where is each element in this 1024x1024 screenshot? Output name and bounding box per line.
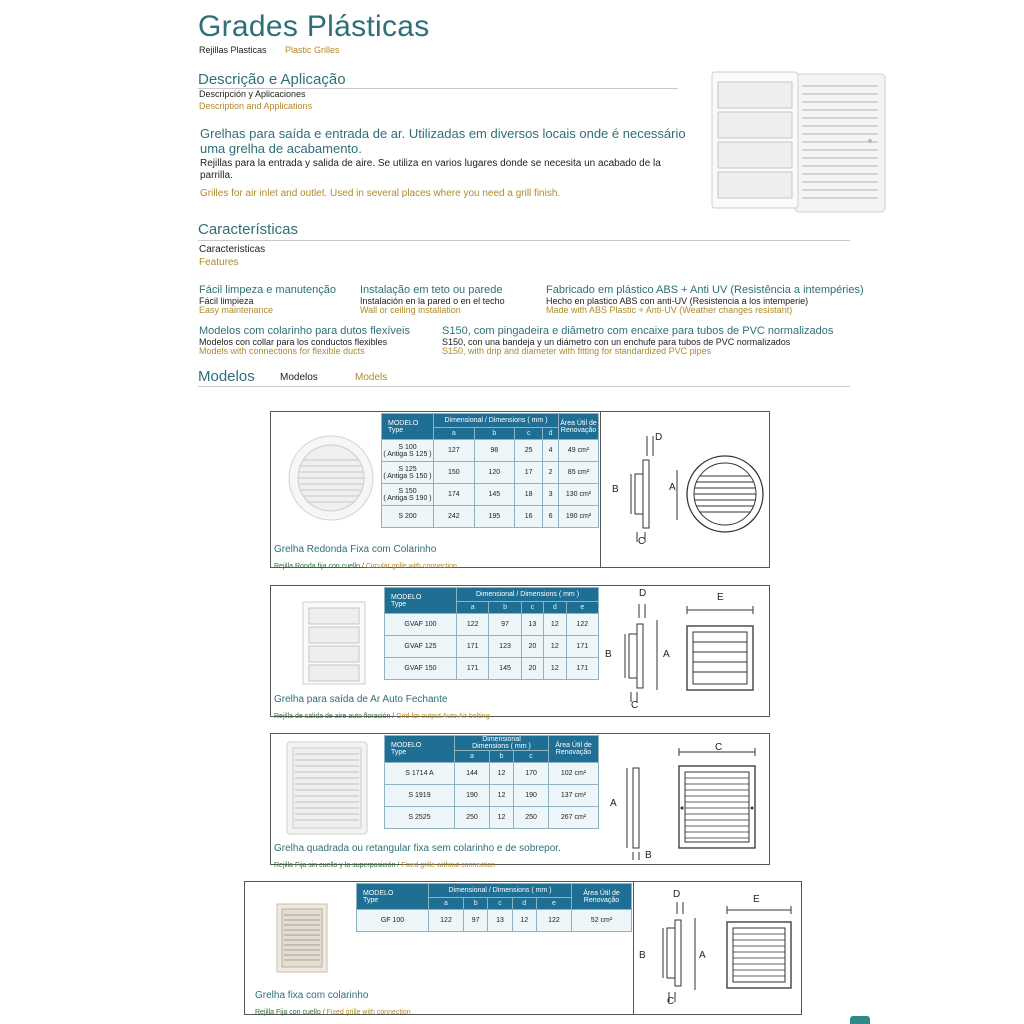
cell-area: 267 cm² [549,807,599,829]
cell-a: 171 [457,658,489,680]
cell-c: 20 [521,636,543,658]
diagram-label-d: D [673,889,681,900]
square-grille-photo [285,740,369,836]
cell-b: 12 [489,807,513,829]
table-row [385,658,599,680]
cell-c: 17 [515,462,543,484]
feature-pt: Instalação em teto ou parede [360,284,503,296]
cell-area: 102 cm² [549,763,599,785]
cell-e: 122 [536,910,571,932]
feature-es: Hecho en plastico ABS con anti-UV (Resistencia a los intemperie) [546,295,809,306]
product-panel-round-grille [270,411,770,568]
cell-d: 4 [543,440,559,462]
table-row [382,462,599,484]
cell-d: 12 [544,614,566,636]
feature-pt: Modelos com colarinho para dutos flexíveis [199,325,410,337]
col-modelo: MODELO [391,742,422,749]
features-rule [198,240,850,241]
col-area: Área Útil de Renovação [549,736,599,763]
col-e: e [566,602,598,614]
col-d: d [543,428,559,440]
cell-b: 12 [489,785,513,807]
caption-es: Rejilla Ronda fija con cuello [274,562,360,570]
panel-divider [600,412,601,568]
features-heading: Características [198,221,299,238]
diagram-label-b: B [645,850,652,861]
auto-closing-grille-caption [274,695,490,722]
feature-en: S150, with drip and diameter with fitting for standardized PVC pipes [442,345,712,356]
caption-separator: / [395,861,402,869]
caption-es: Rejilla de salida de aire auto floración [274,712,391,720]
diagram-label-e: E [717,592,724,603]
caption-en: Fixed grille without connection [401,861,496,869]
cell-c: 16 [515,506,543,528]
feature-item-installation [360,285,505,315]
caption-en: Fixed grille with connection [326,1008,411,1016]
square-grille-diagram [605,738,765,862]
cell-b: 97 [489,614,521,636]
feature-es: Modelos con collar para los conductos flexibles [199,336,388,347]
cell-old-model: ( Antiga S 150 ) [383,472,432,480]
diagram-label-a: A [699,950,706,961]
feature-en: Models with connections for flexible ducts [199,345,365,356]
diagram-label-a: A [610,798,617,809]
cell-b: 120 [474,462,515,484]
feature-es: Fácil limpieza [199,295,254,306]
cell-e: 122 [566,614,598,636]
cell-area: 49 cm² [559,440,599,462]
cell-model: S 2525 [385,807,455,829]
cell-area: 137 cm² [549,785,599,807]
table-row [385,636,599,658]
feature-es: Instalación en la pared o en el techo [360,295,505,306]
cell-a: 190 [455,785,490,807]
cell-model: S 125 [398,465,417,473]
page-subtitle-es: Rejillas Plasticas [199,45,267,55]
round-grille-caption [274,545,457,572]
col-dimensions-line2: Dimensions ( mm ) [472,743,531,750]
fixed-grille-collar-spec-table [356,883,632,932]
table-row [385,763,599,785]
cell-b: 145 [474,484,515,506]
table-row [382,484,599,506]
diagram-label-e: E [753,894,760,905]
feature-item-abs-plastic [546,285,864,315]
cell-e: 171 [566,636,598,658]
col-b: b [489,751,513,763]
diagram-label-c: C [715,742,723,753]
col-modelo: MODELO [363,889,394,897]
col-area: Área Útil de Renovação [559,414,599,440]
feature-item-s150 [442,326,833,356]
table-row [385,785,599,807]
cell-d: 6 [543,506,559,528]
cell-d: 2 [543,462,559,484]
hero-grilles-photo [700,66,890,216]
cell-c: 20 [521,658,543,680]
cell-old-model: ( Antiga S 125 ) [383,450,432,458]
cell-model: S 200 [382,506,434,528]
caption-pt: Grelha fixa com colarinho [255,990,369,1001]
description-text-es: Rejillas para la entrada y salida de aire. Se utiliza en varios lugares donde se necesita un acabado de la parrilla. [200,158,661,181]
diagram-label-b: B [605,649,612,660]
cell-b: 123 [489,636,521,658]
cell-c: 18 [515,484,543,506]
col-c: c [514,751,549,763]
page-number-badge [850,1016,870,1024]
diagram-label-a: A [669,482,676,493]
models-heading-es: Modelos [280,372,318,383]
col-d: d [544,602,566,614]
col-type: Type [391,600,407,608]
col-dimensions: Dimensional / Dimensions ( mm ) [457,588,599,602]
col-a: a [429,898,464,910]
description-text-pt: Grelhas para saída e entrada de ar. Utilizadas em diversos locais onde é necessário uma grelha de acabamento. [200,126,686,156]
cell-model: GVAF 100 [385,614,457,636]
cell-area: 190 cm² [559,506,599,528]
col-b: b [489,602,521,614]
cell-d: 12 [544,658,566,680]
col-b: b [474,428,515,440]
caption-pt: Grelha quadrada ou retangular fixa sem colarinho e de sobrepor. [274,843,561,854]
cell-c: 13 [488,910,512,932]
cell-area: 85 cm² [559,462,599,484]
product-panel-auto-closing-grille [270,585,770,720]
square-grille-caption [274,844,561,871]
cell-a: 171 [457,636,489,658]
diagram-label-d: D [655,432,663,443]
page-subtitle-en: Plastic Grilles [285,45,340,55]
caption-es: Rejilla Fija sin cuello y la superposición [274,861,396,869]
cell-a: 127 [434,440,475,462]
diagram-label-b: B [639,950,646,961]
cell-c: 190 [514,785,549,807]
cell-model: GF 100 [357,910,429,932]
col-c: c [488,898,512,910]
caption-en: Circular grille with connection [365,562,457,570]
table-row [382,506,599,528]
cell-d: 12 [544,636,566,658]
cell-b: 98 [474,440,515,462]
cell-e: 171 [566,658,598,680]
col-dimensions-line1: Dimensional [482,736,521,743]
features-heading-es: Caracteristicas [199,244,266,255]
cell-b: 97 [464,910,488,932]
col-a: a [455,751,490,763]
cell-a: 150 [434,462,475,484]
description-heading-en: Description and Applications [199,101,313,111]
feature-item-easy-cleaning [199,285,336,315]
cell-a: 250 [455,807,490,829]
cell-a: 144 [455,763,490,785]
col-b: b [464,898,488,910]
col-dimensions: Dimensional / Dimensions ( mm ) [434,414,559,428]
fixed-grille-collar-caption [255,991,411,1018]
panel-divider [633,882,634,1015]
square-grille-spec-table [384,735,599,829]
cell-b: 195 [474,506,515,528]
feature-en: Made with ABS Plastic + Anti-UV (Weather changes resistant) [546,304,793,315]
cell-area: 52 cm² [572,910,632,932]
table-row [357,910,632,932]
cell-d: 12 [512,910,536,932]
col-type: Type [363,896,379,904]
caption-pt: Grelha para saída de Ar Auto Fechante [274,694,448,705]
features-heading-en: Features [199,257,239,268]
feature-item-collar-models [199,326,410,356]
product-panel-square-grille [270,733,770,869]
diagram-label-c: C [638,536,646,547]
caption-separator: / [390,712,397,720]
auto-closing-grille-spec-table [384,587,599,680]
cell-c: 13 [521,614,543,636]
diagram-label-a: A [663,649,670,660]
cell-a: 122 [429,910,464,932]
cell-c: 250 [514,807,549,829]
col-dimensions [455,736,549,751]
col-type: Type [388,426,404,434]
diagram-label-c: C [631,700,639,711]
col-a: a [457,602,489,614]
col-type: Type [391,749,407,756]
caption-separator: / [320,1008,327,1016]
col-c: c [515,428,543,440]
cell-old-model: ( Antiga S 190 ) [383,494,432,502]
models-rule [198,386,850,387]
cell-b: 145 [489,658,521,680]
diagram-label-c: C [667,996,675,1007]
description-heading: Descrição e Aplicação [198,71,346,88]
fixed-grille-collar-photo [275,902,329,974]
cell-model: GVAF 125 [385,636,457,658]
table-row [385,807,599,829]
feature-en: Wall or ceiling installation [360,304,461,315]
cell-b: 12 [489,763,513,785]
caption-pt: Grelha Redonda Fixa com Colarinho [274,544,437,555]
col-c: c [521,602,543,614]
round-grille-diagram [605,430,765,550]
cell-model: S 1919 [385,785,455,807]
diagram-label-b: B [612,484,619,495]
cell-d: 3 [543,484,559,506]
col-modelo: MODELO [391,593,422,601]
product-panel-fixed-grille-collar [244,881,802,1015]
feature-pt: Fácil limpeza e manutenção [199,284,336,296]
feature-pt: S150, com pingadeira e diâmetro com encaixe para tubos de PVC normalizados [442,325,834,337]
auto-closing-grille-photo [301,600,367,686]
round-grille-photo [285,426,377,530]
cell-c: 25 [515,440,543,462]
fixed-grille-collar-diagram [639,888,799,1012]
cell-model: S 1714 A [385,763,455,785]
col-modelo: MODELO [388,419,419,427]
col-a: a [434,428,475,440]
models-heading-en: Models [355,372,388,383]
feature-es: S150, con una bandeja y un diámetro con un enchufe para tubos de PVC normalizados [442,336,791,347]
cell-c: 170 [514,763,549,785]
feature-en: Easy maintenance [199,304,274,315]
col-d: d [512,898,536,910]
models-heading: Modelos [198,368,255,385]
table-row [385,614,599,636]
table-row [382,440,599,462]
col-e: e [536,898,571,910]
description-heading-es: Descripción y Aplicaciones [199,89,306,99]
cell-a: 174 [434,484,475,506]
col-dimensions: Dimensional / Dimensions ( mm ) [429,884,572,898]
diagram-label-d: D [639,588,647,599]
cell-a: 242 [434,506,475,528]
round-grille-spec-table [381,413,599,528]
page-title: Grades Plásticas [198,10,430,43]
caption-en: Grid for output Auto Air bolting [396,712,490,720]
description-text-en: Grilles for air inlet and outlet. Used in several places where you need a grill finish. [200,188,561,199]
caption-separator: / [360,562,366,570]
cell-model: GVAF 150 [385,658,457,680]
caption-es: Rejilla Fija con cuello [255,1008,321,1016]
auto-closing-grille-diagram [605,590,765,708]
cell-area: 130 cm² [559,484,599,506]
cell-a: 122 [457,614,489,636]
col-area: Área Útil de Renovação [572,884,632,910]
cell-model: S 100 [398,443,417,451]
feature-pt: Fabricado em plástico ABS + Anti UV (Resistência a intempéries) [546,284,864,296]
cell-model: S 150 [398,487,417,495]
